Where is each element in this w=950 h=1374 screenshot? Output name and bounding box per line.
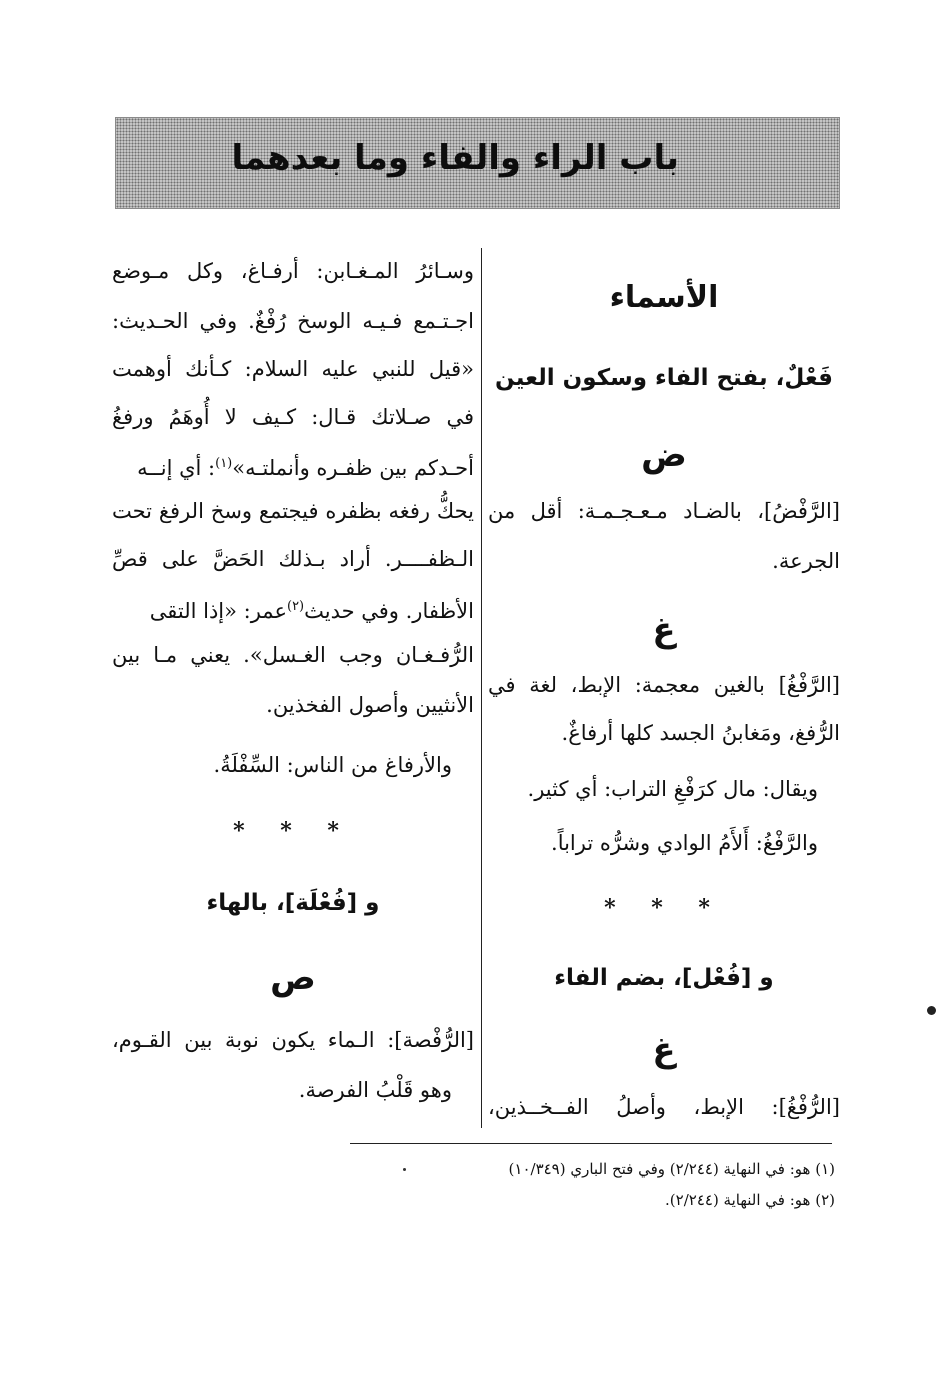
text-fragment: أحـدكم بين ظفـره وأنملتـه» [232, 456, 474, 480]
footnote-ref-2: (٢) [286, 599, 305, 614]
chapter-header-band [115, 117, 840, 209]
text-line: في صـلاتك قـال: كـيف لا أُوهَمُ ورفغُ [112, 405, 474, 429]
entry-rufsa-line1: [الرُّفْصة]: الـماء يكون نوبة بين القـوم، [112, 1028, 474, 1052]
footnote-2: (٢) هو: في النهاية (٢/٢٤٤). [665, 1191, 835, 1209]
letter-heading-dad: ض [641, 435, 687, 475]
text-line [150, 592, 474, 626]
section-separator-stars-2: * * * [233, 818, 353, 844]
text-fragment: عمر: «إذا التقى [149, 599, 287, 623]
entry-rafd-line1: [الرَّفْضُ]، بالضـاد مـعـجـمـة: أقل من [488, 499, 840, 523]
pattern-heading-fuula: و [فُعْلَة]، بالهاء [206, 890, 380, 916]
text-fragment: الأظفار. وفي حديث [304, 599, 474, 623]
footnote-ref-1: (١) [215, 456, 233, 471]
entry-rafgh-line1: [الرَّفْغُ] بالغين معجمة: الإبط، لغة في [488, 673, 840, 697]
entry-rufsa-line2: وهو قَلْبُ الفرصة. [298, 1078, 452, 1102]
text-line: وسـائرُ المـغـابن: أرفـاغ، وكل مـوضع [112, 259, 474, 283]
section-separator-stars: * * * [604, 895, 724, 921]
text-line: الأنثيين وأصول الفخذين. [266, 693, 474, 717]
entry-rafgh-line2: الرُّفغ، ومَغابنُ الجسد كلها أرفاغٌ. [561, 721, 840, 745]
text-line: الـظفــــر. أراد بـذلك الحَضَّ على قصِّ [112, 547, 474, 571]
pattern-heading-faal: فَعْلٌ، بفتح الفاء وسكون العين [495, 365, 833, 391]
entry-valley: والرَّفْغُ: أَلأَمُ الوادي وشرُّه تراباً. [551, 831, 818, 855]
letter-heading-sad: ص [270, 958, 316, 998]
text-line: يحكُّ رفغه بظفره فيجتمع وسخ الرفغ تحت [112, 499, 474, 523]
footnote-rule [350, 1143, 832, 1144]
chapter-title: باب الراء والفاء وما بعدهما [231, 138, 679, 178]
scan-speck [927, 1006, 936, 1015]
column-divider [481, 248, 482, 1128]
letter-heading-ghain-2: غ [652, 1030, 676, 1070]
pattern-heading-fuul: و [فُعْل]، بضم الفاء [554, 965, 774, 991]
footnote-1: (١) هو: في النهاية (٢/٢٤٤) وفي فتح الباري (١٠/٣٤٩) [508, 1160, 835, 1178]
text-line: اجـتـمع فـيـه الوسخ رُفْغٌ. وفي الحـديث: [112, 309, 474, 333]
entry-rufgh: [الرُّفْغُ]: الإبط، وأصلُ الفــخــذين، [488, 1095, 840, 1119]
text-line: الرُّفـغـان وجب الغـسل». يعني مـا بين [112, 643, 474, 667]
text-line: «قيل للنبي عليه السلام: كـأنك أوهمت [112, 357, 474, 381]
letter-heading-ghain: غ [652, 610, 676, 650]
text-line [137, 449, 474, 483]
scan-speck-small [403, 1168, 406, 1171]
entry-rafd-line2: الجرعة. [772, 549, 840, 573]
entry-arfagh: والأرفاغ من الناس: السِّفْلَةُ. [213, 753, 452, 777]
section-title: الأسماء [609, 280, 719, 315]
text-fragment: : أي إنــه [137, 456, 216, 480]
entry-karafgh: ويقال: مال كرَفْغِ التراب: أي كثير. [527, 777, 818, 801]
